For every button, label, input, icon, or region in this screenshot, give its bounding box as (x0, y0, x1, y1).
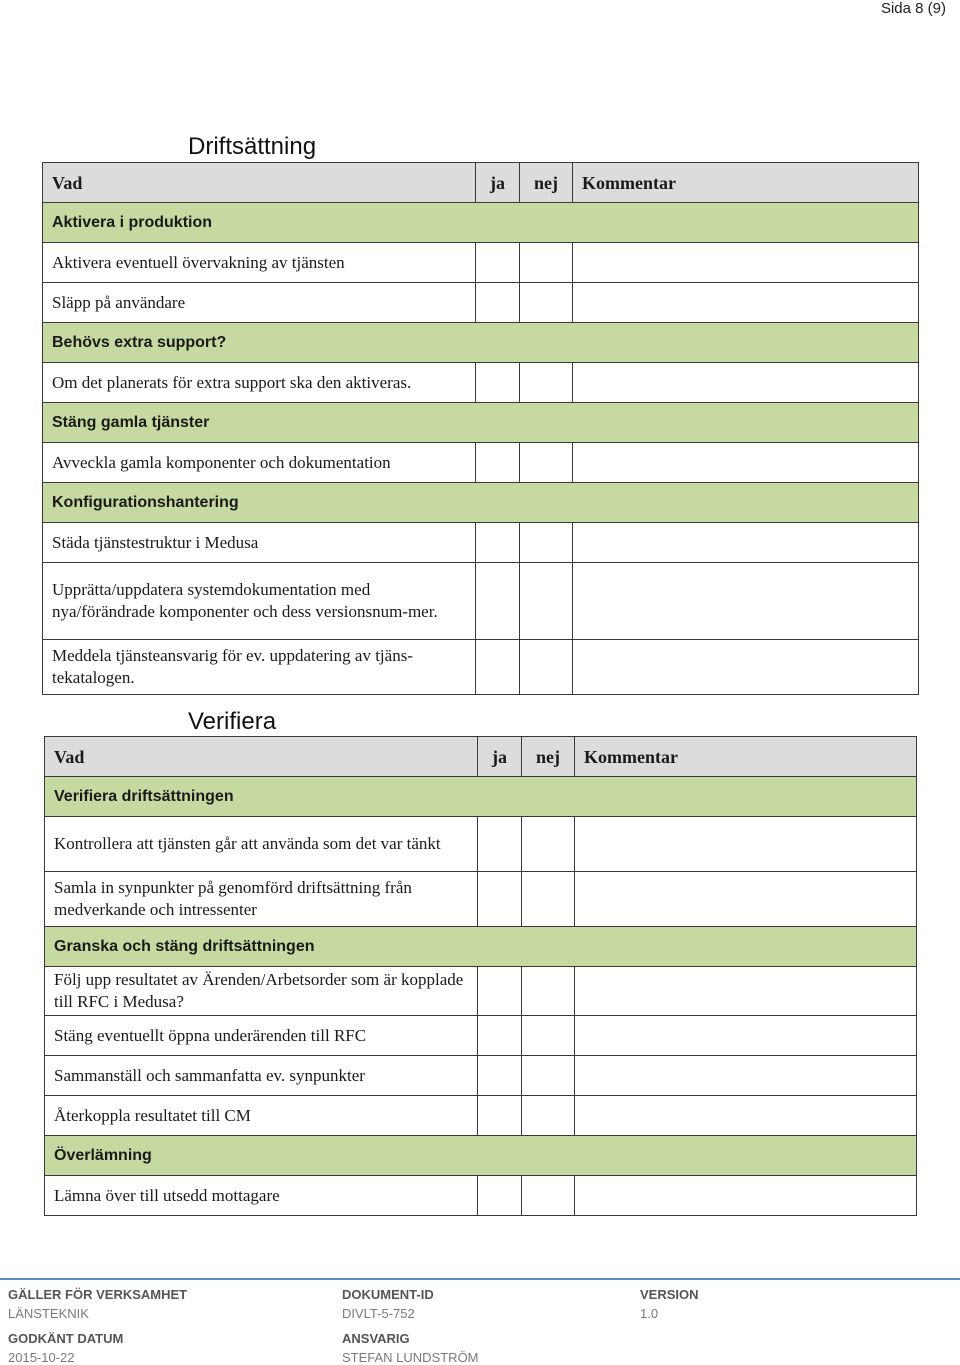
table-row (43, 443, 919, 483)
row-ja-cell[interactable] (476, 283, 520, 323)
footer-ansvarig (342, 1331, 479, 1365)
row-kommentar-cell[interactable] (573, 640, 919, 695)
row-nej-cell[interactable] (522, 1056, 575, 1096)
row-ja-cell[interactable] (478, 1056, 522, 1096)
header-kommentar: Kommentar (573, 163, 919, 203)
row-nej-cell[interactable] (522, 1016, 575, 1056)
row-ja-cell[interactable] (476, 243, 520, 283)
group-row (43, 483, 919, 523)
row-nej-cell[interactable] (520, 363, 573, 403)
header-vad: Vad (43, 163, 476, 203)
row-ja-cell[interactable] (476, 443, 520, 483)
footer-verksamhet-label: GÄLLER FÖR VERKSAMHET (8, 1287, 188, 1302)
footer-version-label: VERSION (640, 1287, 699, 1302)
table-row (45, 872, 917, 927)
table-row (45, 1176, 917, 1216)
row-ja-cell[interactable] (478, 817, 522, 872)
checklist-table-driftsattning (42, 162, 919, 695)
group-row (43, 203, 919, 243)
table-header-row (43, 163, 919, 203)
footer-dokument-id-label: DOKUMENT-ID (342, 1287, 434, 1302)
footer-godkant-datum-label: GODKÄNT DATUM (8, 1331, 124, 1346)
row-kommentar-cell[interactable] (575, 1056, 917, 1096)
row-kommentar-cell[interactable] (575, 1096, 917, 1136)
header-vad: Vad (45, 737, 478, 777)
row-kommentar-cell[interactable] (573, 243, 919, 283)
row-vad-cell: Upprätta/uppdatera systemdokumentation med nya/förändrade komponenter och dess versionsnum-mer. (43, 563, 476, 640)
group-heading: Konfigurationshantering (43, 483, 919, 523)
row-vad-cell: Lämna över till utsedd mottagare (45, 1176, 478, 1216)
page-number: Sida 8 (9) (880, 0, 946, 17)
group-heading: Verifiera driftsättningen (45, 777, 917, 817)
footer-godkant-datum (8, 1331, 123, 1365)
row-ja-cell[interactable] (478, 872, 522, 927)
group-heading: Stäng gamla tjänster (43, 403, 919, 443)
table-row (43, 523, 919, 563)
row-kommentar-cell[interactable] (573, 563, 919, 640)
row-nej-cell[interactable] (522, 872, 575, 927)
table-row (43, 640, 919, 695)
header-nej: nej (522, 737, 575, 777)
section-title-verifiera: Verifiera (188, 708, 277, 735)
footer-version-value: 1.0 (640, 1306, 659, 1321)
header-ja: ja (478, 737, 522, 777)
row-vad-cell: Avveckla gamla komponenter och dokumentation (43, 443, 476, 483)
table-row (45, 1016, 917, 1056)
row-nej-cell[interactable] (522, 817, 575, 872)
row-nej-cell[interactable] (522, 1096, 575, 1136)
table-row (45, 1096, 917, 1136)
table-header-row (45, 737, 917, 777)
row-nej-cell[interactable] (520, 243, 573, 283)
row-nej-cell[interactable] (520, 563, 573, 640)
checklist-table-verifiera (44, 736, 917, 1216)
row-ja-cell[interactable] (476, 563, 520, 640)
row-vad-cell: Stäng eventuellt öppna underärenden till RFC (45, 1016, 478, 1056)
row-kommentar-cell[interactable] (575, 1016, 917, 1056)
row-kommentar-cell[interactable] (575, 967, 917, 1016)
table-row (43, 283, 919, 323)
footer-dokument-id-value: DIVLT-5-752 (342, 1306, 415, 1321)
group-row (45, 1136, 917, 1176)
row-ja-cell[interactable] (478, 1176, 522, 1216)
row-kommentar-cell[interactable] (573, 443, 919, 483)
group-heading: Överlämning (45, 1136, 917, 1176)
row-ja-cell[interactable] (476, 640, 520, 695)
row-vad-cell: Släpp på användare (43, 283, 476, 323)
footer-ansvarig-label: ANSVARIG (342, 1331, 410, 1346)
row-vad-cell: Samla in synpunkter på genomförd driftsättning från medverkande och intressenter (45, 872, 478, 927)
row-vad-cell: Följ upp resultatet av Ärenden/Arbetsorder som är kopplade till RFC i Medusa? (45, 967, 478, 1016)
group-heading: Behövs extra support? (43, 323, 919, 363)
document-footer (0, 1278, 960, 1365)
row-ja-cell[interactable] (476, 363, 520, 403)
table-row (45, 1056, 917, 1096)
row-vad-cell: Om det planerats för extra support ska den aktiveras. (43, 363, 476, 403)
row-vad-cell: Städa tjänstestruktur i Medusa (43, 523, 476, 563)
row-nej-cell[interactable] (520, 523, 573, 563)
group-row (45, 927, 917, 967)
row-nej-cell[interactable] (520, 640, 573, 695)
row-vad-cell: Aktivera eventuell övervakning av tjänsten (43, 243, 476, 283)
row-kommentar-cell[interactable] (573, 523, 919, 563)
group-heading: Aktivera i produktion (43, 203, 919, 243)
header-kommentar: Kommentar (575, 737, 917, 777)
row-ja-cell[interactable] (478, 967, 522, 1016)
header-ja: ja (476, 163, 520, 203)
table-row (45, 967, 917, 1016)
row-kommentar-cell[interactable] (573, 363, 919, 403)
group-row (45, 777, 917, 817)
group-heading: Granska och stäng driftsättningen (45, 927, 917, 967)
footer-version (640, 1287, 699, 1321)
table-row (45, 817, 917, 872)
group-row (43, 323, 919, 363)
footer-dokument-id (342, 1287, 434, 1321)
group-row (43, 403, 919, 443)
row-kommentar-cell[interactable] (573, 283, 919, 323)
row-ja-cell[interactable] (478, 1016, 522, 1056)
row-nej-cell[interactable] (520, 443, 573, 483)
row-nej-cell[interactable] (522, 1176, 575, 1216)
table-row (43, 563, 919, 640)
row-vad-cell: Sammanställ och sammanfatta ev. synpunkter (45, 1056, 478, 1096)
row-kommentar-cell[interactable] (575, 1176, 917, 1216)
row-ja-cell[interactable] (476, 523, 520, 563)
row-vad-cell: Återkoppla resultatet till CM (45, 1096, 478, 1136)
footer-ansvarig-value: STEFAN LUNDSTRÖM (342, 1350, 479, 1365)
section-title-driftsattning: Driftsättning (188, 133, 317, 160)
row-nej-cell[interactable] (520, 283, 573, 323)
footer-verksamhet-value: LÄNSTEKNIK (8, 1306, 89, 1321)
row-nej-cell[interactable] (522, 967, 575, 1016)
footer-verksamhet (8, 1287, 187, 1321)
row-vad-cell: Kontrollera att tjänsten går att använda som det var tänkt (45, 817, 478, 872)
table-row (43, 363, 919, 403)
table-row (43, 243, 919, 283)
row-vad-cell: Meddela tjänsteansvarig för ev. uppdatering av tjäns-tekatalogen. (43, 640, 476, 695)
row-kommentar-cell[interactable] (575, 872, 917, 927)
row-ja-cell[interactable] (478, 1096, 522, 1136)
row-kommentar-cell[interactable] (575, 817, 917, 872)
header-nej: nej (520, 163, 573, 203)
footer-godkant-datum-value: 2015-10-22 (8, 1350, 75, 1365)
